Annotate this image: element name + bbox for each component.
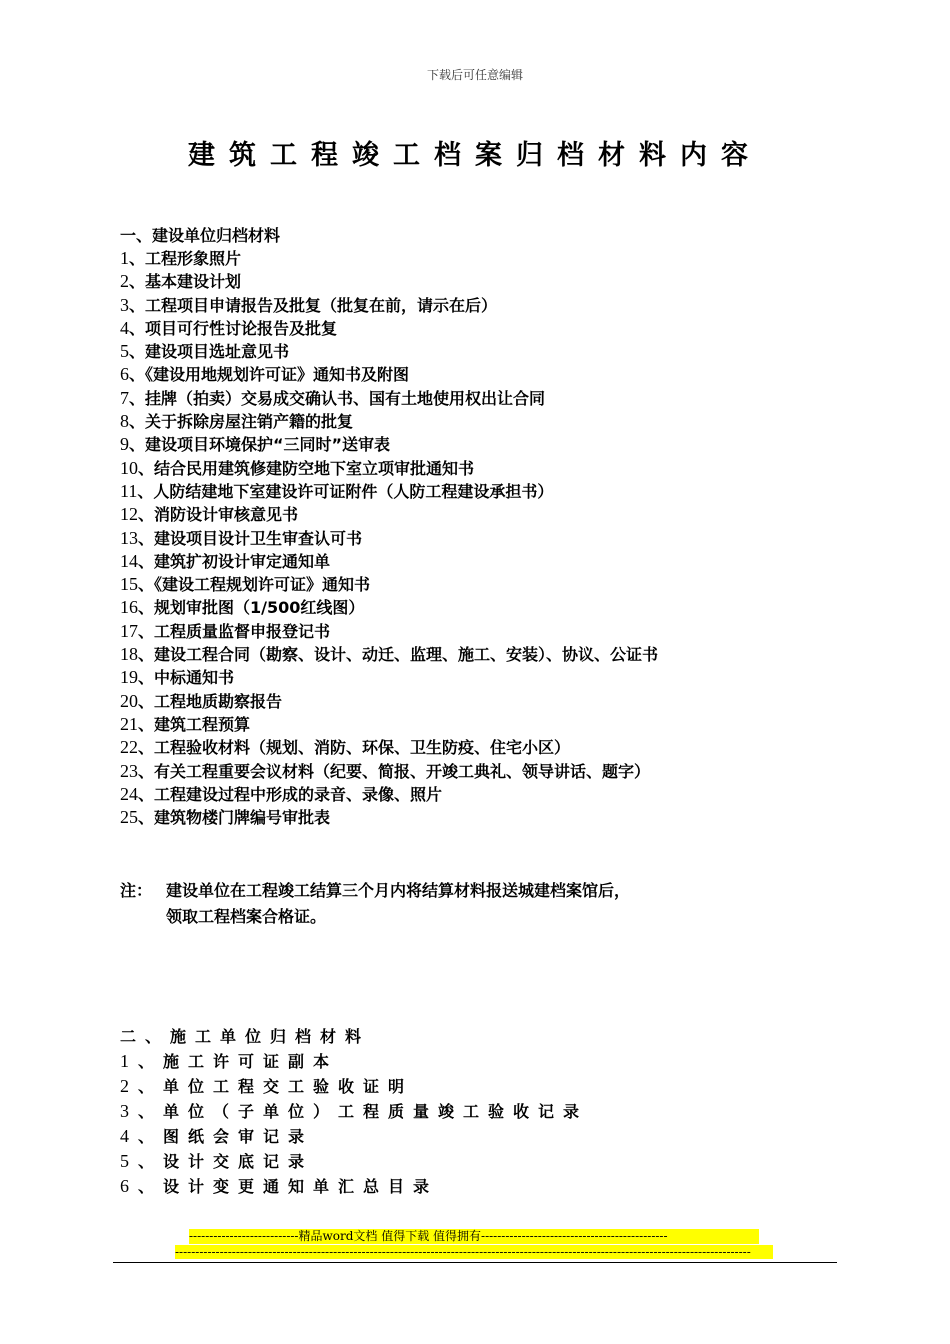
item-text: 工程建设过程中形成的录音、录像、照片	[154, 784, 443, 804]
item-separator: 、	[138, 1152, 164, 1171]
list-item	[120, 806, 832, 829]
item-number: 7	[120, 387, 129, 408]
item-text: 工程地质勘察报告	[154, 691, 283, 711]
list-item	[120, 596, 832, 619]
list-item	[120, 690, 832, 713]
item-separator: 、	[129, 318, 146, 338]
footer-divider	[113, 1262, 837, 1263]
list-item	[120, 666, 832, 689]
list-item	[120, 760, 832, 783]
section-heading: 一、建设单位归档材料	[120, 226, 281, 245]
item-separator: 、	[138, 668, 155, 688]
item-separator: 、	[138, 551, 155, 571]
item-separator: 、	[129, 412, 146, 432]
list-item	[120, 317, 832, 340]
list-item	[120, 1049, 832, 1074]
item-separator: 、	[138, 738, 155, 758]
item-text: 结合民用建筑修建防空地下室立项审批通知书	[154, 458, 475, 478]
item-separator: 、	[138, 1102, 164, 1121]
list-item	[120, 340, 832, 363]
item-text: 建设项目设计卫生审查认可书	[154, 528, 363, 548]
list-item	[120, 620, 832, 643]
item-separator: 、	[129, 365, 146, 385]
item-text: 设计交底记录	[163, 1152, 314, 1171]
item-separator: 、	[138, 598, 155, 618]
item-text: 设计变更通知单汇总目录	[163, 1177, 439, 1196]
item-number: 13	[120, 527, 138, 548]
document-title: 建筑工程竣工档案归档材料内容	[188, 140, 762, 171]
item-separator: 、	[138, 1177, 164, 1196]
list-item	[120, 550, 832, 573]
item-text: 建筑物楼门牌编号审批表	[154, 808, 331, 828]
list-item	[120, 573, 832, 596]
item-number: 18	[120, 644, 138, 665]
list-item	[120, 1149, 832, 1174]
item-text: 工程质量监督申报登记书	[154, 621, 331, 641]
item-number: 21	[120, 713, 138, 734]
item-number: 14	[120, 550, 138, 571]
list-item	[120, 457, 832, 480]
item-text: 图纸会审记录	[163, 1127, 314, 1146]
item-text: 单位工程交工验收证明	[163, 1077, 414, 1096]
list-item	[120, 410, 832, 433]
item-text: 《建设用地规划许可证》通知书及附图	[145, 365, 410, 385]
item-separator: 、	[138, 761, 155, 781]
section-contractor-unit	[120, 1024, 832, 1199]
section-item-list	[120, 247, 832, 829]
item-number: 20	[120, 690, 138, 711]
item-separator: 、	[138, 1127, 164, 1146]
item-text: 工程项目申请报告及批复（批复在前，请示在后）	[145, 295, 498, 315]
item-number: 24	[120, 783, 138, 804]
item-number: 12	[120, 504, 138, 525]
list-item	[120, 270, 832, 293]
item-number: 5	[120, 341, 129, 362]
item-separator: 、	[138, 1077, 164, 1096]
note-block	[120, 878, 832, 930]
item-separator: 、	[138, 1052, 164, 1071]
item-text: 基本建设计划	[145, 272, 242, 292]
list-item	[120, 527, 832, 550]
list-item	[120, 783, 832, 806]
item-number: 6	[120, 364, 129, 385]
item-number: 19	[120, 667, 138, 688]
list-item	[120, 1074, 832, 1099]
item-text: 工程形象照片	[145, 249, 242, 268]
list-item	[120, 1174, 832, 1199]
item-separator: 、	[129, 249, 146, 268]
item-text: 建筑工程预算	[154, 714, 251, 734]
list-item	[120, 503, 832, 526]
item-text: 《建设工程规划许可证》通知书	[154, 575, 371, 595]
item-text: 建设项目选址意见书	[145, 342, 290, 362]
item-number: 15	[120, 574, 138, 595]
item-number: 1	[120, 1051, 138, 1071]
item-separator: 、	[129, 435, 146, 455]
item-text: 中标通知书	[154, 668, 235, 688]
section-construction-unit	[120, 225, 832, 829]
list-item	[120, 480, 832, 503]
item-number: 3	[120, 294, 129, 315]
item-separator: 、	[138, 808, 155, 828]
list-item	[120, 294, 832, 317]
item-text: 挂牌（拍卖）交易成交确认书、国有土地使用权出让合同	[145, 388, 546, 408]
footer-banner: ---------------------------精品word文档 值得下载 值得拥有----------------------------------------------	[189, 1229, 759, 1244]
item-text: 建设工程合同（勘察、设计、动迁、监理、施工、安装）、协议、公证书	[154, 645, 659, 665]
item-separator: 、	[138, 621, 155, 641]
item-separator: 、	[129, 295, 146, 315]
item-number: 25	[120, 807, 138, 828]
section-item-list	[120, 1049, 832, 1199]
list-item	[120, 433, 832, 456]
item-separator: 、	[129, 342, 146, 362]
item-number: 4	[120, 1126, 138, 1146]
item-separator: 、	[129, 272, 146, 292]
list-item	[120, 1124, 832, 1149]
item-separator: 、	[137, 481, 154, 501]
item-separator: 、	[138, 528, 155, 548]
item-number: 8	[120, 411, 129, 432]
header-note: 下载后可任意编辑	[426, 68, 523, 82]
list-item	[120, 247, 832, 270]
item-number: 4	[120, 317, 129, 338]
item-number: 5	[120, 1151, 138, 1171]
item-number: 11	[120, 480, 138, 501]
item-number: 17	[120, 620, 138, 641]
item-number: 23	[120, 760, 138, 781]
note-text-continued: 领取工程档案合格证。	[166, 907, 327, 926]
item-number: 2	[120, 1076, 138, 1096]
item-text: 施工许可证副本	[163, 1052, 339, 1071]
item-text: 人防结建地下室建设许可证附件（人防工程建设承担书）	[153, 481, 554, 501]
item-number: 9	[120, 434, 129, 455]
item-number: 16	[120, 597, 138, 618]
item-text: 规划审批图（1/500红线图）	[154, 598, 365, 618]
item-text: 建筑扩初设计审定通知单	[154, 551, 331, 571]
item-text: 单位（子单位）工程质量竣工验收记录	[163, 1102, 589, 1121]
item-text: 消防设计审核意见书	[154, 505, 299, 525]
item-text: 工程验收材料（规划、消防、环保、卫生防疫、住宅小区）	[154, 738, 571, 758]
list-item	[120, 363, 832, 386]
list-item	[120, 1099, 832, 1124]
item-number: 10	[120, 457, 138, 478]
item-text: 项目可行性讨论报告及批复	[145, 318, 338, 338]
note-text: 建设单位在工程竣工结算三个月内将结算材料报送城建档案馆后，	[166, 881, 631, 900]
item-separator: 、	[138, 645, 155, 665]
item-number: 1	[120, 248, 129, 268]
item-separator: 、	[138, 575, 155, 595]
item-separator: 、	[138, 505, 155, 525]
section-heading: 二、施工单位归档材料	[120, 1027, 371, 1046]
item-number: 2	[120, 271, 129, 292]
footer-banner-dashes: ----------------------------------------------------------------------------------------------------------------------------------------------	[175, 1245, 773, 1259]
item-separator: 、	[129, 388, 146, 408]
item-number: 22	[120, 737, 138, 758]
item-text: 建设项目环境保护“三同时”送审表	[145, 435, 391, 455]
item-separator: 、	[138, 784, 155, 804]
list-item	[120, 643, 832, 666]
item-separator: 、	[138, 458, 155, 478]
item-number: 3	[120, 1101, 138, 1121]
item-text: 关于拆除房屋注销产籍的批复	[145, 412, 354, 432]
item-separator: 、	[138, 691, 155, 711]
list-item	[120, 387, 832, 410]
item-separator: 、	[138, 714, 155, 734]
item-number: 6	[120, 1176, 138, 1196]
item-text: 有关工程重要会议材料（纪要、简报、开竣工典礼、领导讲话、题字）	[154, 761, 651, 781]
list-item	[120, 736, 832, 759]
list-item	[120, 713, 832, 736]
note-label: 注：	[120, 881, 153, 900]
